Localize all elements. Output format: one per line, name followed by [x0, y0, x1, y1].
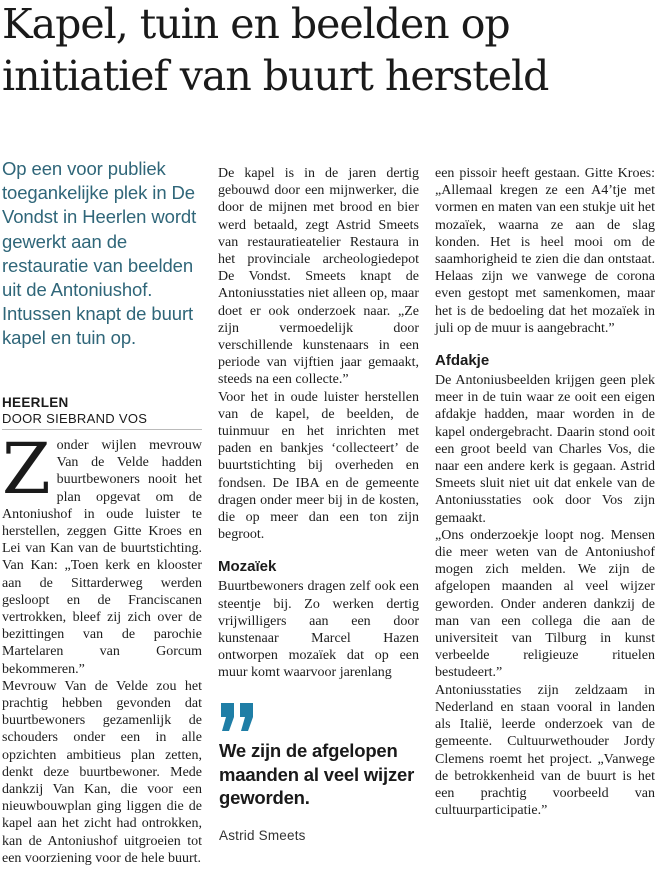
lead-paragraph: Op een voor publiek toegankelijke plek in De Vondst in Heerlen wordt gewerkt aan de restauratie van beelden uit de Antoniushof. Intussen knapt de buurt kapel en tuin op. — [2, 158, 197, 349]
article-column-1 — [2, 428, 202, 867]
subheading-mozaiek: Mozaïek — [218, 558, 277, 576]
headline-line-1: Kapel, tuin en beelden op — [2, 0, 510, 48]
headline — [2, 0, 642, 102]
article-column-2 — [218, 165, 419, 682]
quote-mark-icon — [219, 697, 259, 737]
body-paragraph: Zonder wijlen mevrouw Van de Velde hadden buurtbewoners nooit het plan opgevat om de Antoniushof in oude luister te herstellen, zeggen Gitte Kroes en Lei van Kan van de buurtstichting. Van Kan: „Toen kerk en klooster aan de Sittarderweg werden gesloopt en de Franciscanen vertrokken, bleef zij zich over de bezittingen van de parochie Martelaren van Gorcum bekommeren.” — [2, 428, 202, 677]
byline: DOOR SIEBRAND VOS — [2, 411, 148, 426]
body-paragraph: De Antoniusbeelden krijgen geen plek meer in de tuin waar ze ooit een eigen afdakje hadden, maar worden in de kapel ondergebracht. Daarin stond ooit een groot beeld van Charles Vos, die naar een andere kerk is gegaan. Astrid Smeets sluit niet uit dat enkele van de Antoniusstaties ook door Vos zijn gemaakt. — [435, 373, 655, 526]
subheading-afdakje: Afdakje — [435, 352, 490, 370]
body-paragraph: „Ons onderzoekje loopt nog. Mensen die meer weten van de Antoniushof mogen zich melden. We zijn de afgelopen maanden al veel wijzer geworden. Onder anderen dankzij de man van een collega die aan de universiteit van Tilburg in kunst verbeelde religieuze rituelen bestudeert.” — [435, 527, 655, 681]
dateline-place: HEERLEN — [2, 395, 69, 410]
dropcap: Z — [2, 428, 51, 510]
body-paragraph: een pissoir heeft gestaan. Gitte Kroes: „Allemaal kregen ze een A4’tje met vormen en maten van een stukje uit het mozaïek, waarna ze aan de slag konden. Het is heel mooi om de saamhorigheid te zien die dan ontstaat. Helaas zijn we vanwege de corona even gestopt met samenkomen, maar het is de bedoeling dat het mozaïek in juli op de muur is aangebracht.” — [435, 166, 655, 336]
body-paragraph: De kapel is in de jaren dertig gebouwd door een mijnwerker, die door de mijnen met brood en bier werd betaald, zegt Astrid Smeets van restauratieatelier Restaura in het provinciale archeologiedepot De Vondst. Smeets knapt de Antoniusstaties niet alleen op, maar doet er ook onderzoek naar. „Ze zijn vermoedelijk door verschillende kunstenaars in een periode van vijftien jaar gemaakt, steeds na een collecte.” — [218, 166, 419, 388]
body-paragraph: Buurtbewoners dragen zelf ook een steentje bij. Zo werken dertig vrijwilligers aan een door kunstenaar Marcel Hazen ontworpen mozaïek dat op een muur komt waarvoor jarenlang — [218, 579, 419, 681]
article-column-3 — [435, 165, 655, 819]
body-paragraph: Antoniusstaties zijn zeldzaam in Nederland en staan vooral in landen als Italië, leerde onderzoek van de gemeente. Cultuurwethouder Jordy Clemens roemt het project. „Vanwege de betrokkenheid van de buurt is het een prachtig voorbeeld van cultuurparticipatie.” — [435, 682, 655, 819]
body-paragraph: Voor het in oude luister herstellen van de kapel, de beelden, de tuinmuur en het inrichten met paden en bankjes ‘collecteert’ de buurtstichting bij overheden en fondsen. De IBA en de gemeente dragen onder meer bij in de kosten, die op meer dan een ton zijn begroot. — [218, 389, 419, 543]
pull-quote: We zijn de afgelopen maanden al veel wijzer geworden. — [219, 740, 415, 808]
pull-quote-author: Astrid Smeets — [219, 828, 306, 843]
headline-line-2: initiatief van buurt hersteld — [2, 52, 549, 100]
body-paragraph: Mevrouw Van de Velde zou het prachtig hebben gevonden dat buurtbewoners gezamenlijk de schouders onder een in alle opzichten ambitieus plan zetten, denkt deze buurtbewoner. Mede dankzij Van Kan, die voor een nieuwbouwplan ging liggen die de kapel aan het zicht had ontrokken, kan de Antoniushof uitgroeien tot een voorziening voor de hele buurt. — [2, 678, 202, 866]
